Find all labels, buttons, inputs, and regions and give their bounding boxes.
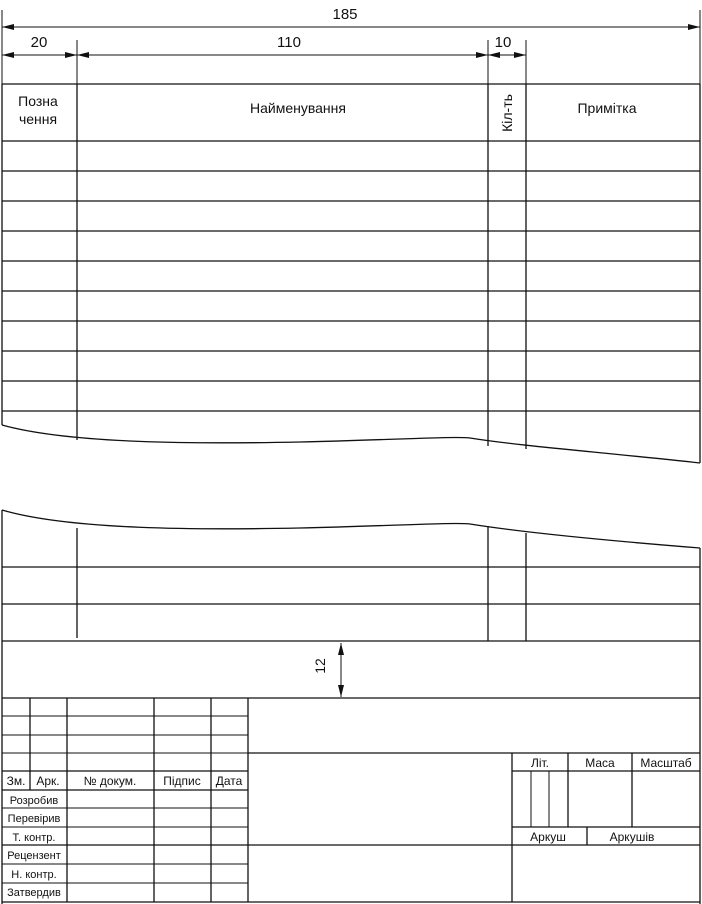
sheets-label: Аркушів [609,830,655,844]
role-approved: Затвердив [7,887,61,899]
header-designation-line2: чення [18,111,58,127]
role-reviewer: Рецензент [7,850,61,862]
dimension-columns [2,34,526,84]
scale-label: Масштаб [640,756,692,770]
break-line-top [2,425,700,463]
header-note: Примітка [577,100,637,116]
dimension-col3-label: 10 [494,34,512,51]
table-header [18,93,637,132]
role-tech-control: Т. контр. [12,832,56,844]
col-document-number: № докум. [83,774,137,788]
col-date: Дата [215,774,243,788]
lit-label: Літ. [530,756,550,770]
dimension-col1-label: 20 [30,34,48,51]
header-quantity: Кіл-ть [499,94,515,132]
role-checked: Перевірив [7,813,61,825]
dimension-gap [312,643,344,697]
role-norm-control: Н. контр. [11,869,57,881]
title-block-right [530,756,692,844]
col-signature: Підпис [163,774,201,788]
dimension-gap-label: 12 [312,658,328,674]
dimension-col2-label: 110 [277,34,301,51]
title-block-columns [7,774,243,788]
upper-table [2,84,700,463]
sheet-label: Аркуш [530,830,566,844]
break-line-bottom [2,510,700,548]
dimension-total [2,6,700,84]
header-name: Найменування [250,100,346,116]
title-block [2,698,700,902]
col-sheet-number: Арк. [36,774,60,788]
header-designation-line1: Позна [18,93,58,109]
col-change: Зм. [6,774,26,788]
role-developed: Розробив [9,795,59,807]
dimension-total-label: 185 [332,6,358,23]
mass-label: Маса [585,756,615,770]
